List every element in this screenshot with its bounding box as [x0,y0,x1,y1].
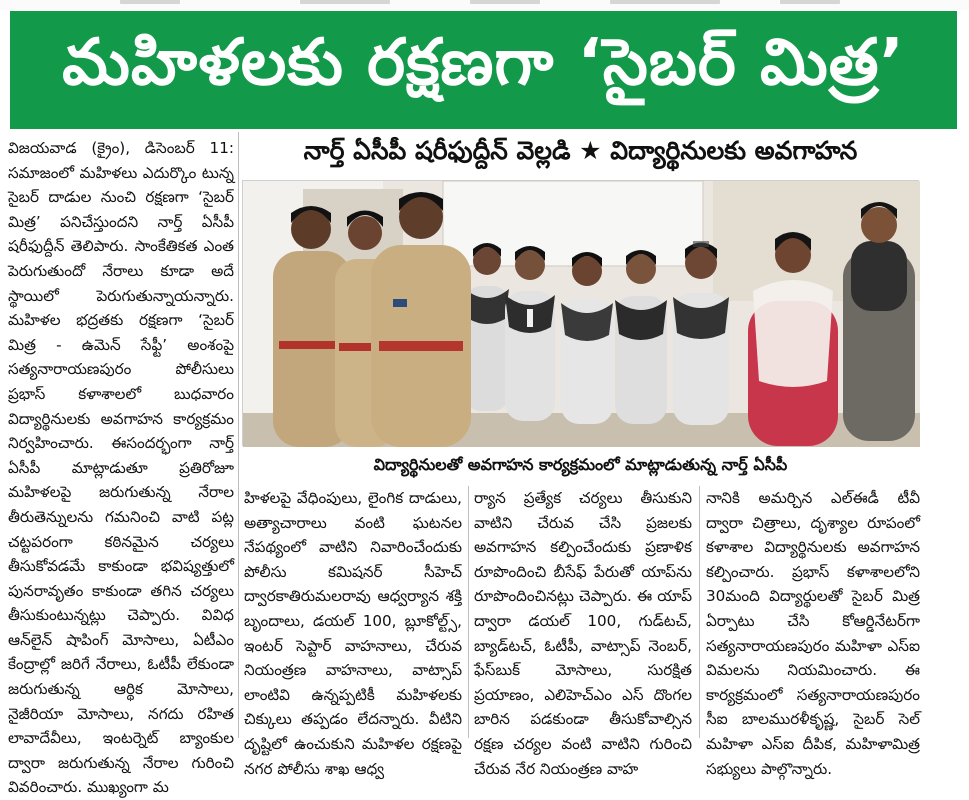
headline: మహిళలకు రక్షణగా ‘సైబర్ మిత్ర’ [10,11,957,129]
group-photo-illustration [243,181,920,447]
article-column-1 [8,136,234,797]
article-column-2: హిళలపై వేధింపులు, లైంగిక దాడులు, అత్యాచారాలు వంటి ఘటనల నేపథ్యంలో వాటిని నివారించేందుకు పోలీసు కమిషనర్ సీహెచ్ ద్వారకాతిరుమలరావు ఆధ్వర్యాన శక్తి బృందాలు, డయల్ 100, బ్లూకోల్ట్స్, ఇంటర్ సెప్టార్ వాహనాలు, చేరువ నియంత్రణ వాహనాలు, వాట్సాప్ లాంటివి ఉన్నప్పటికీ మహిళలకు చిక్కులు తప్పడం లేదన్నారు. వీటిని దృష్టిలో ఉంచుకుని మహిళల రక్షణపై నగర పోలీసు శాఖ ఆధ్వ [244,489,462,778]
column-divider [699,486,700,738]
subheadline: నార్త్ ఏసీపీ షరీఫుద్దీన్ వెల్లడి ★ విద్యార్థినులకు అవగాహన [303,136,858,165]
column-divider [468,486,469,738]
news-photo [242,180,919,446]
dateline: విజయవాడ (క్రైం), డిసెంబర్ 11: [8,139,234,157]
article-column-4: నానికి అమర్చిన ఎల్‌ఈడీ టీవీ ద్వారా చిత్రాలు, దృశ్యాల రూపంలో కళాశాల విద్యార్థినులకు అవగాహన కల్పించారు. ప్రభాస్ కళాశాలలోని 30మంది విద్యార్థులతో సైబర్ మిత్ర ఏర్పాటు చేసి కోఆర్డినేటర్‌గా సత్యనారాయణపురం మహిళా ఎస్ఐ విమలను నియమించారు. ఈ కార్యక్రమంలో సత్యనారాయణపురం సీఐ బాలమురళీకృష్ణ, సైబర్ సెల్ మహిళా ఎస్ఐ దీపిక, మహిళామిత్ర సభ్యులు పాల్గొన్నారు. [706,489,920,778]
article-text-col1: సమాజంలో మహిళలు ఎదుర్కొం టున్న సైబర్ దాడుల నుంచి రక్షణగా ‘సైబర్ మిత్ర’ పనిచేస్తుందని నార్త్ ఏసీపీ షరీఫుద్దీన్ తెలిపారు. సాంకేతికత ఎంత పెరుగుతుందో నేరాలు కూడా అదే స్థాయిలో పెరుగుతున్నాయన్నారు. మహిళల భద్రతకు రక్షణగా ‘సైబర్ మిత్ర - ఉమెన్ సేఫ్టీ’ అంశంపై సత్యనారాయణపురం పోలీసులు ప్రభాస్ కళాశాలలో బుధవారం విద్యార్థినులకు అవగాహన కార్యక్రమం నిర్వహించారు. ఈసందర్భంగా నార్త్ ఏసీపీ మాట్లాడుతూ ప్రతిరోజూ మహిళలపై జరుగుతున్న నేరాల తీరుతెన్నులను గమనించి వాటి పట్ల చట్టపరంగా కఠినమైన చర్యలు తీసుకోవడమే కాకుండా భవిష్యత్తులో పునరావృతం కాకుండా తగిన చర్యలు తీసుకుంటున్నట్లు చెప్పారు. వివిధ ఆన్‌లైన్ షాపింగ్ మోసాలు, ఏటీఎం కేంద్రాల్లో జరిగే నేరాలు, ఓటీపీ లేకుండా జరుగుతున్న ఆర్థిక మోసాలు, నైజీరియా మోసాలు, నగదు రహిత లావాదేవీలు, ఇంటర్నెట్ బ్యాంకుల ద్వారా జరుగుతున్న నేరాల గురించి వివరించారు. ముఖ్యంగా మ [8,163,234,797]
column-divider [238,132,239,738]
article-column-3: ర్యాన ప్రత్యేక చర్యలు తీసుకుని వాటిని చేరువ చేసి ప్రజలకు అవగాహన కల్పించేందుకు ప్రణాళిక రూపొందించి బీసేఫ్ పేరుతో యాప్‌ను రూపొందించినట్లు చెప్పారు. ఈ యాప్ ద్వారా డయల్ 100, గుడ్‌టచ్, బ్యాడ్‌టచ్, ఓటీపీ, వాట్సాప్ నెంబర్, ఫేస్‌బుక్ మోసాలు, సురక్షిత ప్రయాణం, ఎలిహెచ్‌ఎం ఎస్ దొంగల బారిన పడకుండా తీసుకోవాల్సిన రక్షణ చర్యల వంటి వాటిని గురించి చేరువ నేర నియంత్రణ వాహ [474,489,692,778]
photo-caption: విద్యార్థినులతో అవగాహన కార్యక్రమంలో మాట్లాడుతున్న నార్త్ ఏసీపీ [373,454,788,474]
previous-article-strip [0,0,969,10]
